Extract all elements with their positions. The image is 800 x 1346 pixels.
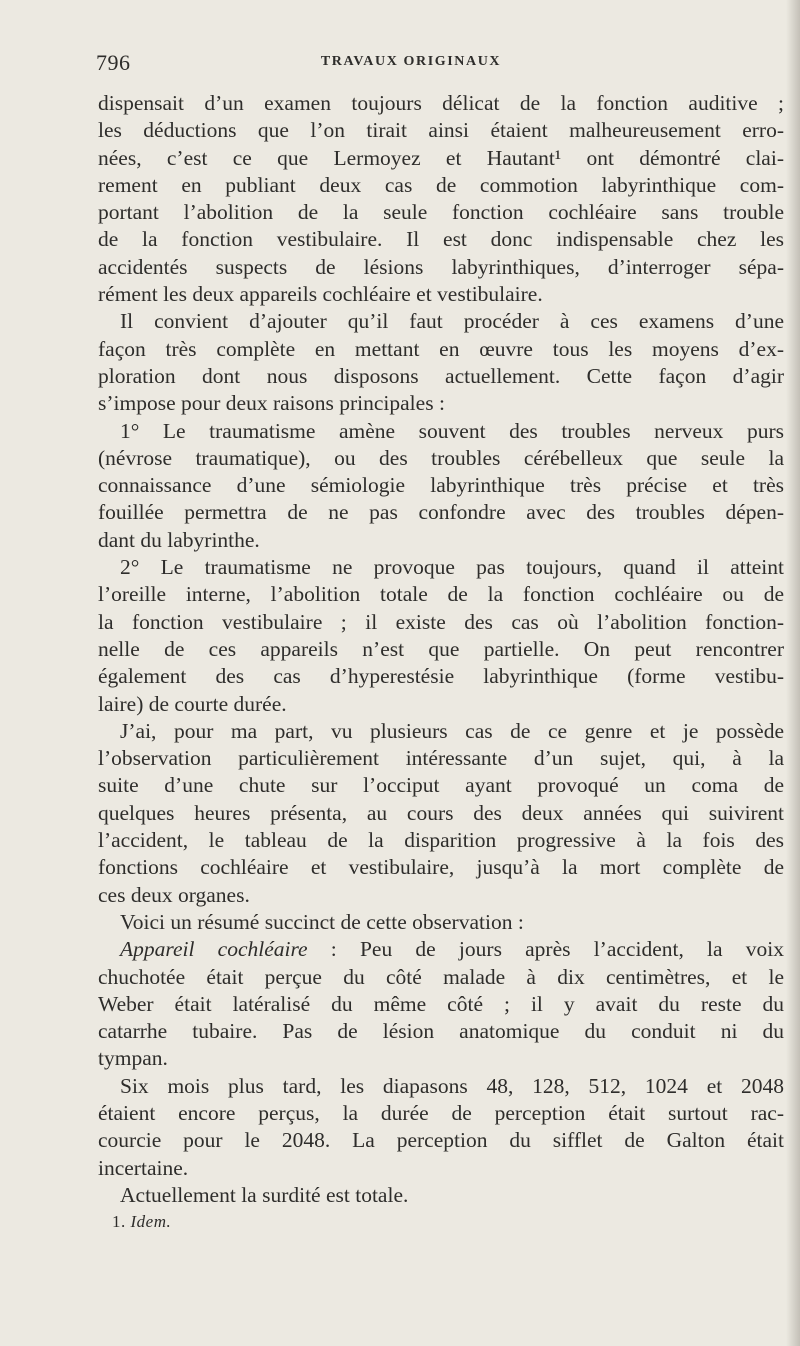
text-line: catarrhe tubaire. Pas de lésion anatomique du conduit ni du — [98, 1019, 784, 1044]
text-line: nelle de ces appareils n’est que partielle. On peut rencontrer — [98, 636, 784, 661]
text-line: de la fonction vestibulaire. Il est donc indispensable chez les — [98, 227, 784, 252]
text-line: s’impose pour deux raisons principales : — [98, 391, 445, 416]
text-line: dispensait d’un examen toujours délicat de la fonction auditive ; — [98, 91, 784, 115]
page-edge-shadow — [786, 0, 800, 1346]
page-number: 796 — [96, 50, 131, 75]
text-line-appareil: Appareil cochléaire : Peu de jours après l’accident, la voix — [120, 937, 784, 962]
text-line: rement en publiant deux cas de commotion labyrinthique com- — [98, 172, 784, 197]
text-line: dant du labyrinthe. — [98, 527, 260, 552]
text-line: ces deux organes. — [98, 882, 250, 907]
text-line: les déductions que l’on tirait ainsi étaient malheureusement erro- — [98, 118, 784, 143]
text-line: façon très complète en mettant en œuvre tous les moyens d’ex- — [98, 336, 784, 361]
text-line: l’accident, le tableau de la disparition progressive à la fois des — [98, 828, 784, 853]
text-line: (névrose traumatique), ou des troubles cérébelleux que seule la — [98, 445, 784, 470]
text-line: également des cas d’hyperestésie labyrinthique (forme vestibu- — [98, 664, 784, 689]
text-line: Weber était latéralisé du même côté ; il y avait du reste du — [98, 991, 784, 1016]
text-line: fouillée permettra de ne pas confondre avec des troubles dépen- — [98, 500, 784, 525]
text-line: 2° Le traumatisme ne provoque pas toujours, quand il atteint — [120, 555, 784, 580]
page-header — [96, 50, 726, 80]
running-head: TRAVAUX ORIGINAUX — [320, 54, 502, 69]
text-line: 1° Le traumatisme amène souvent des troubles nerveux purs — [120, 418, 784, 443]
text-line: rément les deux appareils cochléaire et vestibulaire. — [98, 282, 543, 307]
text-line: portant l’abolition de la seule fonction cochléaire sans trouble — [98, 200, 784, 225]
text-line: chuchotée était perçue du côté malade à dix centimètres, et le — [98, 964, 784, 989]
text-line: connaissance d’une sémiologie labyrinthique très précise et très — [98, 473, 784, 498]
footnote-text: Idem. — [130, 1212, 172, 1231]
text-line: Voici un résumé succinct de cette observation : — [120, 909, 524, 934]
footnote-number: 1. — [112, 1212, 126, 1231]
text-line: tympan. — [98, 1046, 168, 1071]
text-line: laire) de courte durée. — [98, 691, 287, 716]
text-line: accidentés suspects de lésions labyrinthiques, d’interroger sépa- — [98, 254, 784, 279]
text-line: Six mois plus tard, les diapasons 48, 128, 512, 1024 et 2048 — [120, 1073, 784, 1098]
text-line: l’observation particulièrement intéressante d’un sujet, qui, à la — [98, 746, 784, 771]
text-line: courcie pour le 2048. La perception du sifflet de Galton était — [98, 1128, 784, 1153]
text-line: l’oreille interne, l’abolition totale de la fonction cochléaire ou de — [98, 582, 784, 607]
text-line: incertaine. — [98, 1155, 189, 1180]
text-line: suite d’une chute sur l’occiput ayant provoqué un coma de — [98, 773, 784, 798]
text-line: Actuellement la surdité est totale. — [120, 1182, 409, 1207]
text-line: quelques heures présenta, au cours des deux années qui suivirent — [98, 800, 784, 825]
footnote — [112, 1212, 171, 1232]
text-line: ploration dont nous disposons actuellement. Cette façon d’agir — [98, 363, 784, 388]
text-line: fonctions cochléaire et vestibulaire, jusqu’à la mort complète de — [98, 855, 784, 880]
text-line: étaient encore perçus, la durée de perception était surtout rac- — [98, 1100, 784, 1125]
body-text — [98, 90, 784, 1209]
text-line: la fonction vestibulaire ; il existe des cas où l’abolition fonction- — [98, 609, 784, 634]
text-line: Il convient d’ajouter qu’il faut procéder à ces examens d’une — [120, 309, 784, 334]
text-line: nées, c’est ce que Lermoyez et Hautant¹ ont démontré clai- — [98, 145, 784, 170]
text-line: J’ai, pour ma part, vu plusieurs cas de ce genre et je possède — [120, 718, 784, 743]
